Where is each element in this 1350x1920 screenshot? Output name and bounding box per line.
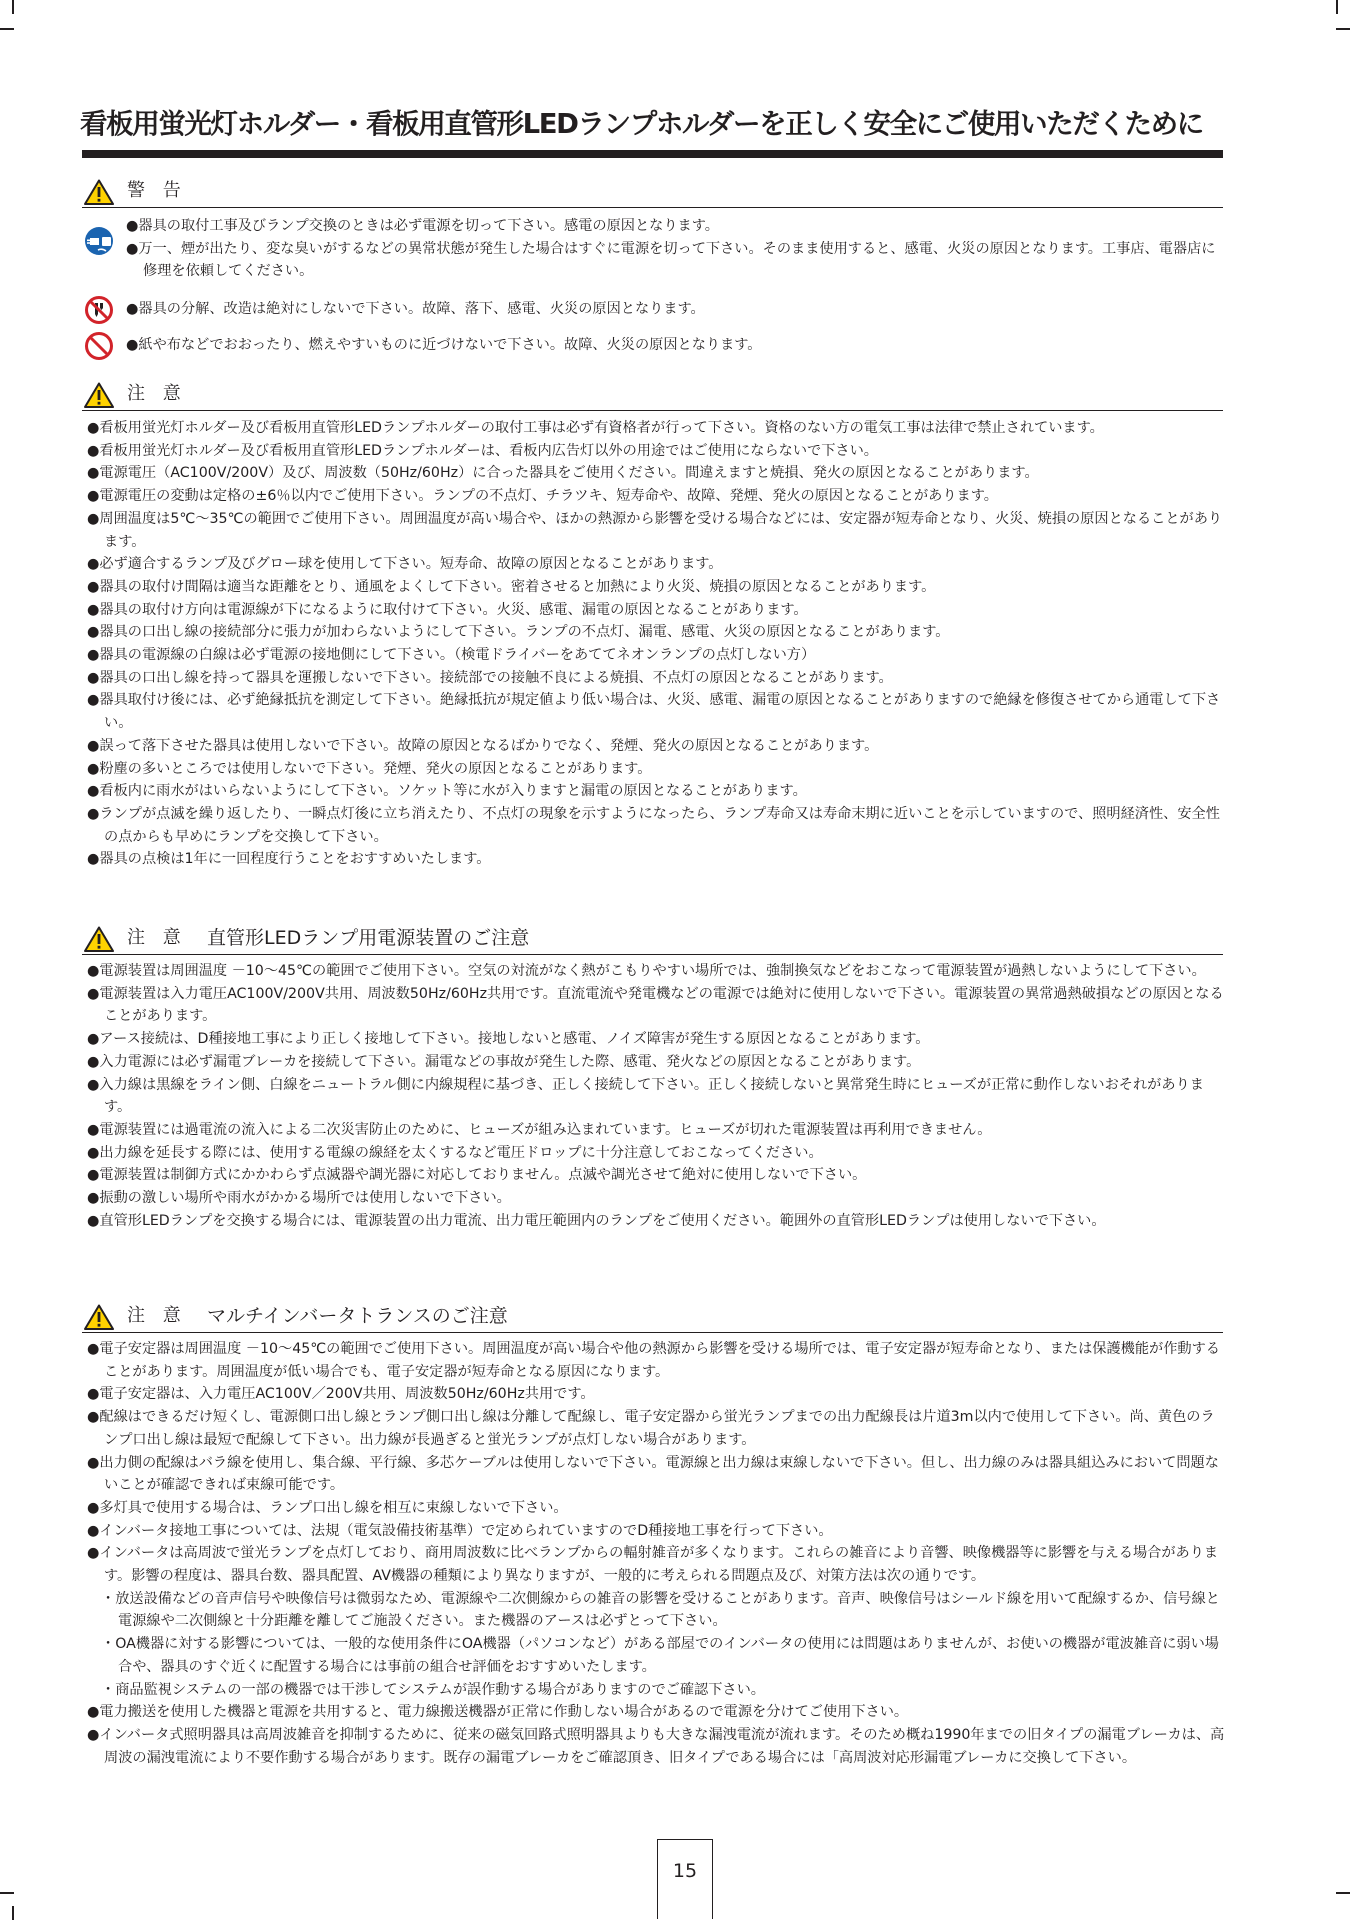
crop-mark-bottom-right bbox=[1336, 1892, 1350, 1894]
caution-subitem: ・放送設備などの音声信号や映像信号は微弱なため、電源線や二次側線からの雑音の影響を受けることがあります。音声、映像信号はシールド線を用いて配線するか、信号線と電源線や二次側線と十分距離を離してご施設ください。また機器のアースは必ずとって下さい。 bbox=[101, 1590, 1220, 1630]
caution-list bbox=[87, 417, 1227, 871]
caution-item: ●ランプが点滅を繰り返したり、一瞬点灯後に立ち消えたり、不点灯の現象を示すようになったら、ランプ寿命又は寿命末期に近いことを示していますので、照明経済性、安全性の点からも早めにランプを交換して下さい。 bbox=[87, 805, 1220, 845]
page-number: 15 bbox=[672, 1860, 698, 1882]
led-caution-subtitle: 直管形LEDランプ用電源装置のご注意 bbox=[207, 927, 530, 949]
caution-item: ●直管形LEDランプを交換する場合には、電源装置の出力電流、出力電圧範囲内のランプをご使用ください。範囲外の直管形LEDランプは使用しないで下さい。 bbox=[87, 1212, 1106, 1229]
caution-item: ●アース接続は、D種接地工事により正しく接地して下さい。接地しないと感電、ノイズ障害が発生する原因となることがあります。 bbox=[87, 1031, 930, 1048]
page-title: 看板用蛍光灯ホルダー・看板用直管形LEDランプホルダーを正しく安全にご使用いただくために bbox=[80, 108, 1203, 140]
caution-item: ●器具の口出し線の接続部分に張力が加わらないようにして下さい。ランプの不点灯、漏電、感電、火災の原因となることがあります。 bbox=[87, 624, 950, 641]
prohibition-icon bbox=[84, 331, 114, 361]
warning-group-1 bbox=[126, 215, 1226, 283]
inverter-caution-subtitle: マルチインバータトランスのご注意 bbox=[207, 1305, 508, 1327]
caution-item: ●電源装置は周囲温度 －10～45℃の範囲でご使用下さい。空気の対流がなく熱がこもりやすい場所では、強制換気などをおこなって電源装置が過熱しないようにして下さい。 bbox=[87, 963, 1206, 979]
warning-header bbox=[82, 177, 1223, 208]
caution-item: ●看板内に雨水がはいらないようにして下さい。ソケット等に水が入りますと漏電の原因となることがあります。 bbox=[87, 783, 807, 800]
warning-item: ●万一、煙が出たり、変な臭いがするなどの異常状態が発生した場合はすぐに電源を切って下さい。そのまま使用すると、感電、火災の原因となります。工事店、電器店に修理を依頼してください。 bbox=[126, 240, 1216, 280]
caution-item: ●配線はできるだけ短くし、電源側口出し線とランプ側口出し線は分離して配線し、電子安定器から蛍光ランプまでの出力配線長は片道3m以内で使用して下さい。尚、黄色のランプ口出し線は最短で配線して下さい。出力線が長過ぎると蛍光ランプが点灯しない場合があります。 bbox=[87, 1409, 1215, 1448]
caution-label: 注 意 bbox=[127, 383, 187, 404]
caution-header bbox=[82, 380, 1223, 411]
caution-item: ●器具の取付け間隔は適当な距離をとり、通風をよくして下さい。密着させると加熱により火災、焼損の原因となることがあります。 bbox=[87, 578, 936, 595]
led-caution-list bbox=[87, 960, 1227, 1232]
caution-item: ●多灯具で使用する場合は、ランプ口出し線を相互に束線しないで下さい。 bbox=[87, 1499, 568, 1516]
caution-item: ●電子安定器は、入力電圧AC100V／200V共用、周波数50Hz/60Hz共用です。 bbox=[87, 1386, 595, 1403]
caution-item: ●出力側の配線はバラ線を使用し、集合線、平行線、多芯ケーブルは使用しないで下さい。電源線と出力線は束線しないで下さい。但し、出力線のみは器具組込みにおいて問題ないことが確認できれば束線可能です。 bbox=[87, 1454, 1219, 1494]
caution-triangle-icon bbox=[84, 382, 114, 408]
caution-item: ●看板用蛍光灯ホルダー及び看板用直管形LEDランプホルダーは、看板内広告灯以外の用途ではご使用にならないで下さい。 bbox=[87, 442, 878, 459]
caution-item: ●電源装置は入力電圧AC100V/200V共用、周波数50Hz/60Hz共用です。直流電流や発電機などの電源では絶対に使用しないで下さい。電源装置の異常過熱破損などの原因となることがあります。 bbox=[87, 985, 1224, 1025]
caution-item: ●看板用蛍光灯ホルダー及び看板用直管形LEDランプホルダーの取付工事は必ず有資格者が行って下さい。資格のない方の電気工事は法律で禁止されています。 bbox=[87, 420, 1104, 436]
caution-triangle-icon bbox=[84, 926, 114, 952]
caution-item: ●粉塵の多いところでは使用しないで下さい。発煙、発火の原因となることがあります。 bbox=[87, 760, 652, 777]
caution-item: ●器具の電源線の白線は必ず電源の接地側にして下さい。（検電ドライバーをあててネオンランプの点灯しない方） bbox=[87, 647, 816, 664]
caution-item: ●電力搬送を使用した機器と電源を共用すると、電力線搬送機器が正常に作動しない場合があるので電源を分けてご使用下さい。 bbox=[87, 1704, 909, 1721]
caution-item: ●入力電源には必ず漏電ブレーカを接続して下さい。漏電などの事故が発生した際、感電、発火などの原因となることがあります。 bbox=[87, 1053, 921, 1070]
inverter-caution-header bbox=[82, 1302, 1223, 1333]
caution-subitem: ・OA機器に対する影響については、一般的な使用条件にOA機器（パソコンなど）がある部屋でのインバータの使用には問題はありませんが、お使いの機器が電波雑音に弱い場合や、器具のすぐ近くに配置する場合には事前の組合せ評価をおすすめいたします。 bbox=[101, 1636, 1219, 1675]
caution-item: ●振動の激しい場所や雨水がかかる場所では使用しないで下さい。 bbox=[87, 1190, 511, 1207]
led-caution-header bbox=[82, 924, 1223, 955]
caution-item: ●電子安定器は周囲温度 －10～45℃の範囲でご使用下さい。周囲温度が高い場合や他の熱源から影響を受ける場所では、電子安定器が短寿命となり、または保護機能が作動することがあります。周囲温度が低い場合でも、電子安定器が短寿命となる原因になります。 bbox=[87, 1341, 1220, 1380]
caution-item: ●インバータ式照明器具は高周波雑音を抑制するために、従来の磁気回路式照明器具よりも大きな漏洩電流が流れます。そのため概ね1990年までの旧タイプの漏電ブレーカは、高周波の漏洩電流により不要作動する場合があります。既存の漏電ブレーカをご確認頂き、旧タイプである場合には「高周波対応形漏電ブレーカに交換して下さい。 bbox=[87, 1726, 1225, 1766]
caution-item: ●電源電圧の変動は定格の±6％以内でご使用下さい。ランプの不点灯、チラツキ、短寿命や、故障、発煙、発火の原因となることがあります。 bbox=[87, 488, 998, 505]
caution-label: 注 意 bbox=[127, 927, 187, 948]
warning-group-2 bbox=[126, 298, 1226, 321]
caution-item: ●誤って落下させた器具は使用しないで下さい。故障の原因となるばかりでなく、発煙、発火の原因となることがあります。 bbox=[87, 737, 879, 754]
caution-item: ●インバータは高周波で蛍光ランプを点灯しており、商用周波数に比べランプからの輻射雑音が多くなります。これらの雑音により音響、映像機器等に影響を与える場合があります。影響の程度は、器具台数、器具配置、AV機器の種類により異なりますが、一般的に考えられる問題点及び、対策方法は次の通りです。 bbox=[87, 1545, 1219, 1585]
crop-mark-top-right bbox=[1336, 28, 1350, 30]
caution-item: ●周囲温度は5℃～35℃の範囲でご使用下さい。周囲温度が高い場合や、ほかの熱源から影響を受ける場合などには、安定器が短寿命となり、火災、焼損の原因となることがあります。 bbox=[87, 510, 1223, 550]
warning-item: ●器具の分解、改造は絶対にしないで下さい。故障、落下、感電、火災の原因となります。 bbox=[126, 301, 705, 317]
caution-label: 注 意 bbox=[127, 1305, 187, 1326]
caution-item: ●電源電圧（AC100V/200V）及び、周波数（50Hz/60Hz）に合った器具をご使用ください。間違えますと焼損、発火の原因となることがあります。 bbox=[87, 465, 1039, 482]
caution-item: ●電源装置は制御方式にかかわらず点滅器や調光器に対応しておりません。点滅や調光させて絶対に使用しないで下さい。 bbox=[87, 1167, 867, 1184]
caution-triangle-icon bbox=[84, 1304, 114, 1330]
caution-item: ●器具の取付け方向は電源線が下になるように取付けて下さい。火災、感電、漏電の原因となることがあります。 bbox=[87, 601, 808, 618]
warning-group-3 bbox=[126, 334, 1226, 357]
caution-item: ●必ず適合するランプ及びグロー球を使用して下さい。短寿命、故障の原因となることがあります。 bbox=[87, 556, 723, 573]
caution-item: ●電源装置には過電流の流入による二次災害防止のために、ヒューズが組み込まれています。ヒューズが切れた電源装置は再利用できません。 bbox=[87, 1121, 992, 1138]
no-disassembly-icon bbox=[84, 295, 114, 325]
crop-mark-bottom-left-v bbox=[12, 1906, 14, 1920]
caution-item: ●器具の口出し線を持って器具を運搬しないで下さい。接続部での接触不良による焼損、不点灯の原因となることがあります。 bbox=[87, 669, 893, 686]
caution-subitem: ・商品監視システムの一部の機器では干渉してシステムが誤作動する場合がありますのでご確認下さい。 bbox=[101, 1681, 765, 1698]
page-number-box bbox=[657, 1839, 713, 1919]
caution-item: ●器具取付け後には、必ず絶縁抵抗を測定して下さい。絶縁抵抗が規定値より低い場合は、火災、感電、漏電の原因となることがありますので絶縁を修復させてから通電して下さい。 bbox=[87, 692, 1221, 732]
warning-item: ●紙や布などでおおったり、燃えやすいものに近づけないで下さい。故障、火災の原因となります。 bbox=[126, 337, 762, 353]
warning-item: ●器具の取付工事及びランプ交換のときは必ず電源を切って下さい。感電の原因となります。 bbox=[126, 218, 719, 234]
caution-triangle-icon bbox=[84, 179, 114, 205]
crop-mark-top-left-v bbox=[12, 0, 14, 14]
title-rule bbox=[82, 150, 1223, 158]
crop-mark-top-left bbox=[0, 28, 14, 30]
unplug-icon bbox=[84, 226, 114, 256]
crop-mark-top-right-v bbox=[1336, 0, 1338, 14]
caution-item: ●器具の点検は1年に一回程度行うことをおすすめいたします。 bbox=[87, 851, 491, 868]
inverter-caution-list bbox=[87, 1338, 1227, 1769]
crop-mark-bottom-left bbox=[0, 1892, 14, 1894]
caution-item: ●出力線を延長する際には、使用する電線の線経を太くするなど電圧ドロップに十分注意しておこなってください。 bbox=[87, 1144, 823, 1161]
warning-label: 警 告 bbox=[127, 180, 187, 201]
caution-item: ●インバータ接地工事については、法規（電気設備技術基準）で定められていますのでD種接地工事を行って下さい。 bbox=[87, 1522, 833, 1539]
caution-item: ●入力線は黒線をライン側、白線をニュートラル側に内線規程に基づき、正しく接続して下さい。正しく接続しないと異常発生時にヒューズが正常に動作しないおそれがあります。 bbox=[87, 1076, 1204, 1116]
